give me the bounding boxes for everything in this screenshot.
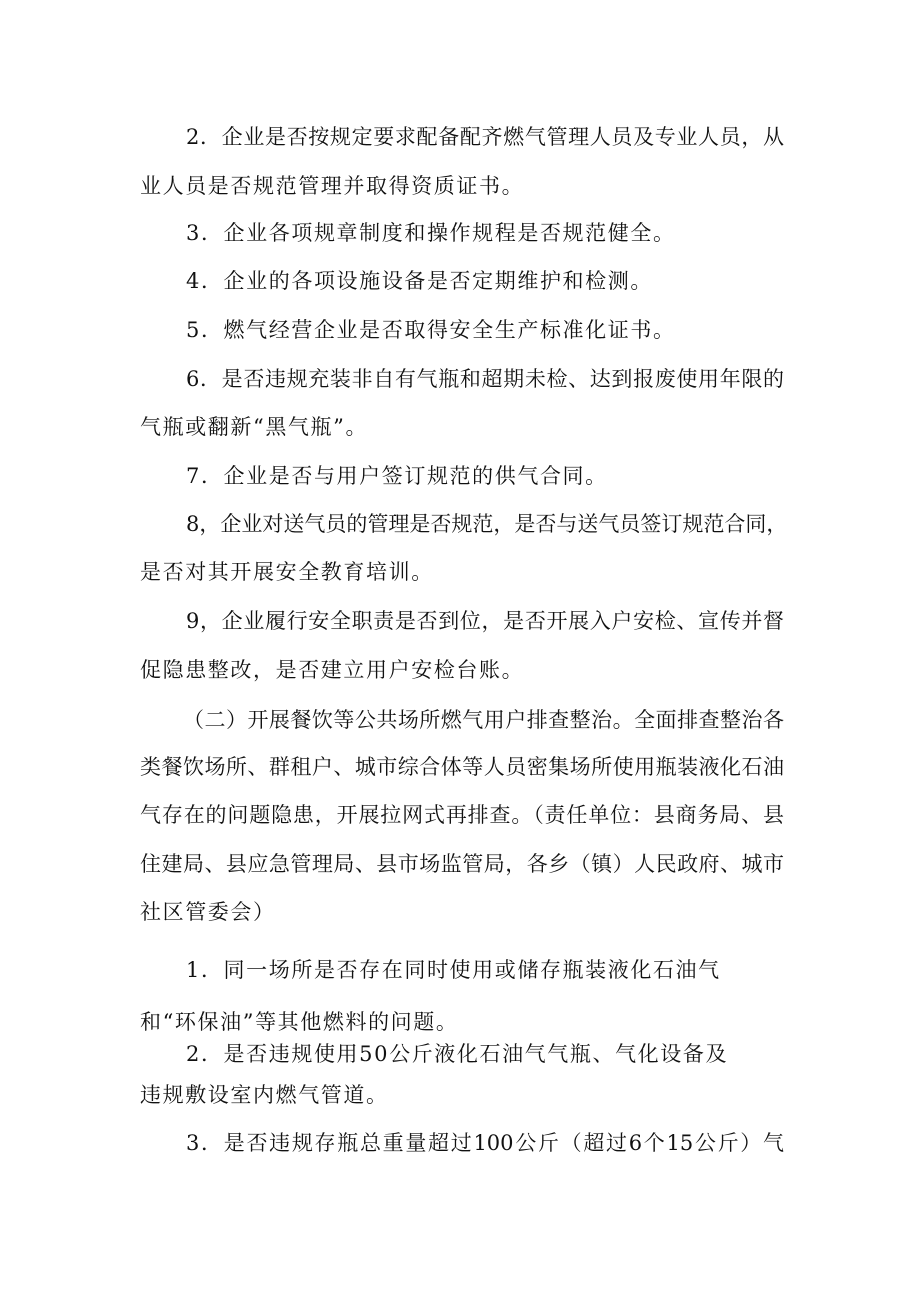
item-2-line-2: 业人员是否规范管理并取得资质证书。 [140,174,525,198]
section-2-line-2: 类餐饮场所、群租户、城市综合体等人员密集场所使用瓶装液化石油 [140,755,784,779]
sub-item-1-line-2: 和“环保油”等其他燃料的问题。 [140,1010,459,1034]
section-2-line-4: 住建局、县应急管理局、县市场监管局，各乡（镇）人民政府、城市 [140,852,784,876]
item-7-line: 7．企业是否与用户签订规范的供气合同。 [186,464,608,488]
sub-item-2-line-1: 2．是否违规使用50公斤液化石油气气瓶、气化设备及 [186,1042,729,1066]
section-2-line-3: 气存在的问题隐患，开展拉网式再排查。（责任单位：县商务局、县 [140,803,784,827]
item-9-line-2: 促隐患整改，是否建立用户安检台账。 [140,658,525,682]
item-4-line: 4．企业的各项设施设备是否定期维护和检测。 [186,269,653,293]
item-8-line-1: 8，企业对送气员的管理是否规范，是否与送气员签订规范合同， [186,512,788,536]
item-6-line-1: 6．是否违规充装非自有气瓶和超期未检、达到报废使用年限的 [186,367,784,391]
sub-item-2-line-2: 违规敷设室内燃气管道。 [140,1083,389,1107]
item-3-line: 3．企业各项规章制度和操作规程是否规范健全。 [186,221,676,245]
sub-item-1-line-1: 1．同一场所是否存在同时使用或储存瓶装液化石油气 [186,958,721,982]
item-5-line: 5．燃气经营企业是否取得安全生产标准化证书。 [186,318,676,342]
section-2-line-5: 社区管委会） [140,900,276,924]
section-2-line-1: （二）开展餐饮等公共场所燃气用户排查整治。全面排查整治各 [183,708,784,732]
item-6-line-2: 气瓶或翻新“黑气瓶”。 [140,415,369,439]
sub-item-3-line-1: 3．是否违规存瓶总重量超过100公斤（超过6个15公斤）气 [186,1131,784,1155]
item-9-line-1: 9，企业履行安全职责是否到位，是否开展入户安检、宣传并督 [186,609,784,633]
item-8-line-2: 是否对其开展安全教育培训。 [140,560,434,584]
item-2-line-1: 2．企业是否按规定要求配备配齐燃气管理人员及专业人员，从 [186,125,784,149]
